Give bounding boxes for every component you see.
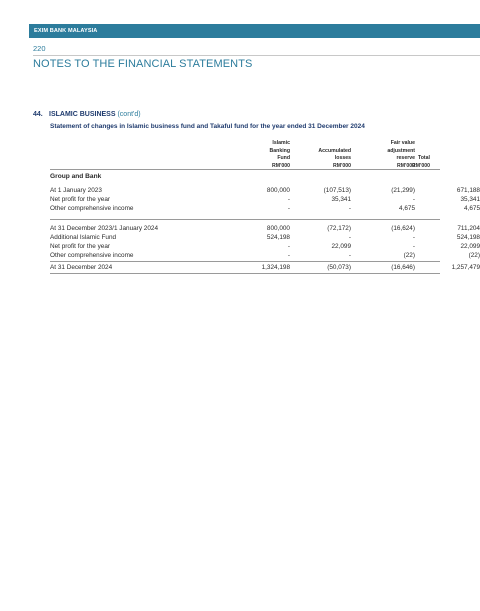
statement-title: Statement of changes in Islamic business fund and Takaful fund for the year ended 31 December 2024 [50,123,365,130]
page-number: 220 [33,44,46,53]
table-row [50,251,480,260]
cell-fair-value-reserve: (21,299) [391,187,415,194]
column-header-line: Fund [277,155,290,162]
table-row [50,204,480,213]
cell-accumulated-losses: (72,172) [327,225,351,232]
cell-islamic-banking-fund: 800,000 [266,187,290,194]
header-divider [33,55,480,56]
cell-accumulated-losses: - [348,205,351,212]
row-label: Other comprehensive income [50,205,134,212]
table-row [50,195,480,204]
cell-islamic-banking-fund: - [287,252,290,259]
column-header-accumulated-losses [301,148,351,171]
cell-fair-value-reserve: - [412,234,415,241]
cell-islamic-banking-fund: 1,324,198 [261,264,290,271]
note-title-suffix: (cont'd) [117,111,141,118]
cell-islamic-banking-fund: - [287,243,290,250]
cell-total: 711,204 [457,225,480,232]
cell-islamic-banking-fund: 800,000 [266,225,290,232]
column-header-line: reserve [396,155,415,162]
column-header-line: Islamic [272,140,290,146]
cell-accumulated-losses: 22,099 [331,243,351,250]
cell-fair-value-reserve: - [412,196,415,203]
row-label: Net profit for the year [50,243,111,250]
note-number: 44. [33,111,43,118]
cell-total: (22) [468,252,480,259]
row-label: Net profit for the year [50,196,111,203]
cell-fair-value-reserve: (22) [403,252,415,259]
row-label: At 31 December 2024 [50,264,113,271]
column-header-line: losses [334,155,351,162]
table-row [50,233,480,242]
column-header-line: Total [417,155,430,162]
cell-accumulated-losses: (107,513) [323,187,351,194]
table-row [50,186,480,195]
cell-accumulated-losses: - [348,234,351,241]
cell-islamic-banking-fund: - [287,196,290,203]
header-bar [29,24,480,38]
cell-fair-value-reserve: - [412,243,415,250]
cell-islamic-banking-fund: - [287,205,290,212]
cell-total: 671,188 [456,187,480,194]
column-header-line: adjustment [387,147,415,154]
cell-islamic-banking-fund: 524,198 [266,234,290,241]
note-heading [33,111,141,118]
table-row [50,242,480,251]
group-label: Group and Bank [50,173,102,180]
row-label: At 31 December 2023/1 January 2024 [50,225,159,232]
cell-total: 22,099 [460,243,480,250]
column-header-line: Accumulated [318,147,351,154]
header-rule [50,169,440,170]
cell-fair-value-reserve: (16,646) [391,264,415,271]
subtotal-rule [50,219,440,220]
row-label: Other comprehensive income [50,252,134,259]
subtotal-rule [50,261,440,262]
cell-total: 35,341 [460,196,480,203]
cell-accumulated-losses: - [348,252,351,259]
page-title: NOTES TO THE FINANCIAL STATEMENTS [33,58,253,70]
column-header-islamic-banking-fund [240,140,290,170]
cell-fair-value-reserve: (16,624) [391,225,415,232]
bank-name: EXIM BANK MALAYSIA [34,28,98,34]
cell-fair-value-reserve: 4,675 [399,205,415,212]
cell-accumulated-losses: 35,341 [331,196,351,203]
note-title: ISLAMIC BUSINESS [49,111,116,118]
cell-total: 1,257,479 [451,264,480,271]
column-header-line: Fair value [390,140,415,146]
row-label: Additional Islamic Fund [50,234,117,241]
total-rule [50,273,440,274]
column-header-unit: RM'000 [412,162,430,169]
column-header-unit: RM'000 [333,162,351,169]
cell-accumulated-losses: (50,073) [327,264,351,271]
column-header-unit: RM'000 [272,162,290,169]
cell-total: 4,675 [464,205,480,212]
table-row-total [50,263,480,272]
row-label: At 1 January 2023 [50,187,102,194]
column-header-line: Banking [269,147,290,154]
cell-total: 524,198 [456,234,480,241]
table-row [50,224,480,233]
column-header-unit: RM'000 [397,162,415,169]
